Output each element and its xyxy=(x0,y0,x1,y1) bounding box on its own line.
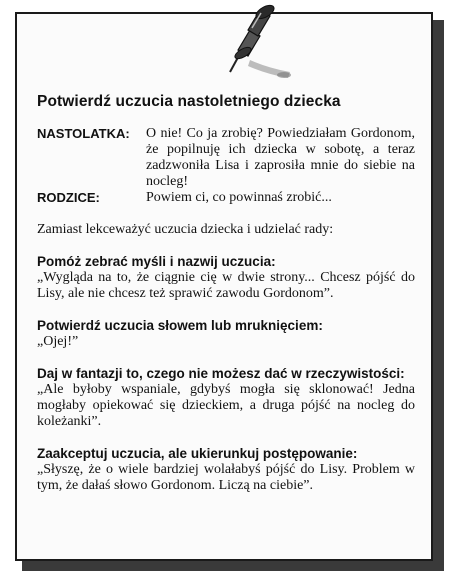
tip-text: „Wygląda na to, że ciągnie cię w dwie strony... Chcesz pójść do Lisy, ale nie chcesz też sprawić zawodu Gordonom”. xyxy=(37,270,415,301)
tip-item xyxy=(37,318,415,350)
speaker-teen: NASTOLATKA: xyxy=(37,126,130,141)
tip-heading: Daj w fantazji to, czego nie możesz dać w rzeczywistości: xyxy=(37,366,405,381)
tip-item xyxy=(37,366,415,430)
note-card xyxy=(15,12,433,561)
page-title: Potwierdź uczucia nastoletniego dziecka xyxy=(37,93,341,110)
tip-item xyxy=(37,254,415,302)
tip-text: „Słyszę, że o wiele bardziej wolałabyś pójść do Lisy. Problem w tym, że dałaś słowo Gordonom. Liczą na ciebie”. xyxy=(37,462,415,493)
card-content xyxy=(37,94,415,510)
tip-heading: Zaakceptuj uczucia, ale ukierunkuj postępowanie: xyxy=(37,446,358,461)
tip-heading: Pomóż zebrać myśli i nazwij uczucia: xyxy=(37,254,276,269)
line-parents: Powiem ci, co powinnaś zrobić... xyxy=(146,190,332,205)
pushpin-icon xyxy=(220,0,300,90)
speaker-parents: RODZICE: xyxy=(37,190,100,205)
tip-heading: Potwierdź uczucia słowem lub mruknięciem: xyxy=(37,318,323,333)
intro-text: Zamiast lekceważyć uczucia dziecka i udzielać rady: xyxy=(37,222,334,237)
line-teen: O nie! Co ja zrobię? Powiedziałam Gordonom, że popilnuję ich dziecka w sobotę, a teraz zadzwoniła Lisa i zaprosiła mnie do siebie na nocleg! xyxy=(146,126,415,189)
tip-item xyxy=(37,446,415,494)
tip-text: „Ojej!” xyxy=(37,334,79,349)
tip-text: „Ale byłoby wspaniale, gdybyś mogła się sklonować! Jedna mogłaby opiekować się dzieckiem, a druga pójść na nocleg do koleżanki”. xyxy=(37,382,415,429)
dialog xyxy=(37,126,415,206)
